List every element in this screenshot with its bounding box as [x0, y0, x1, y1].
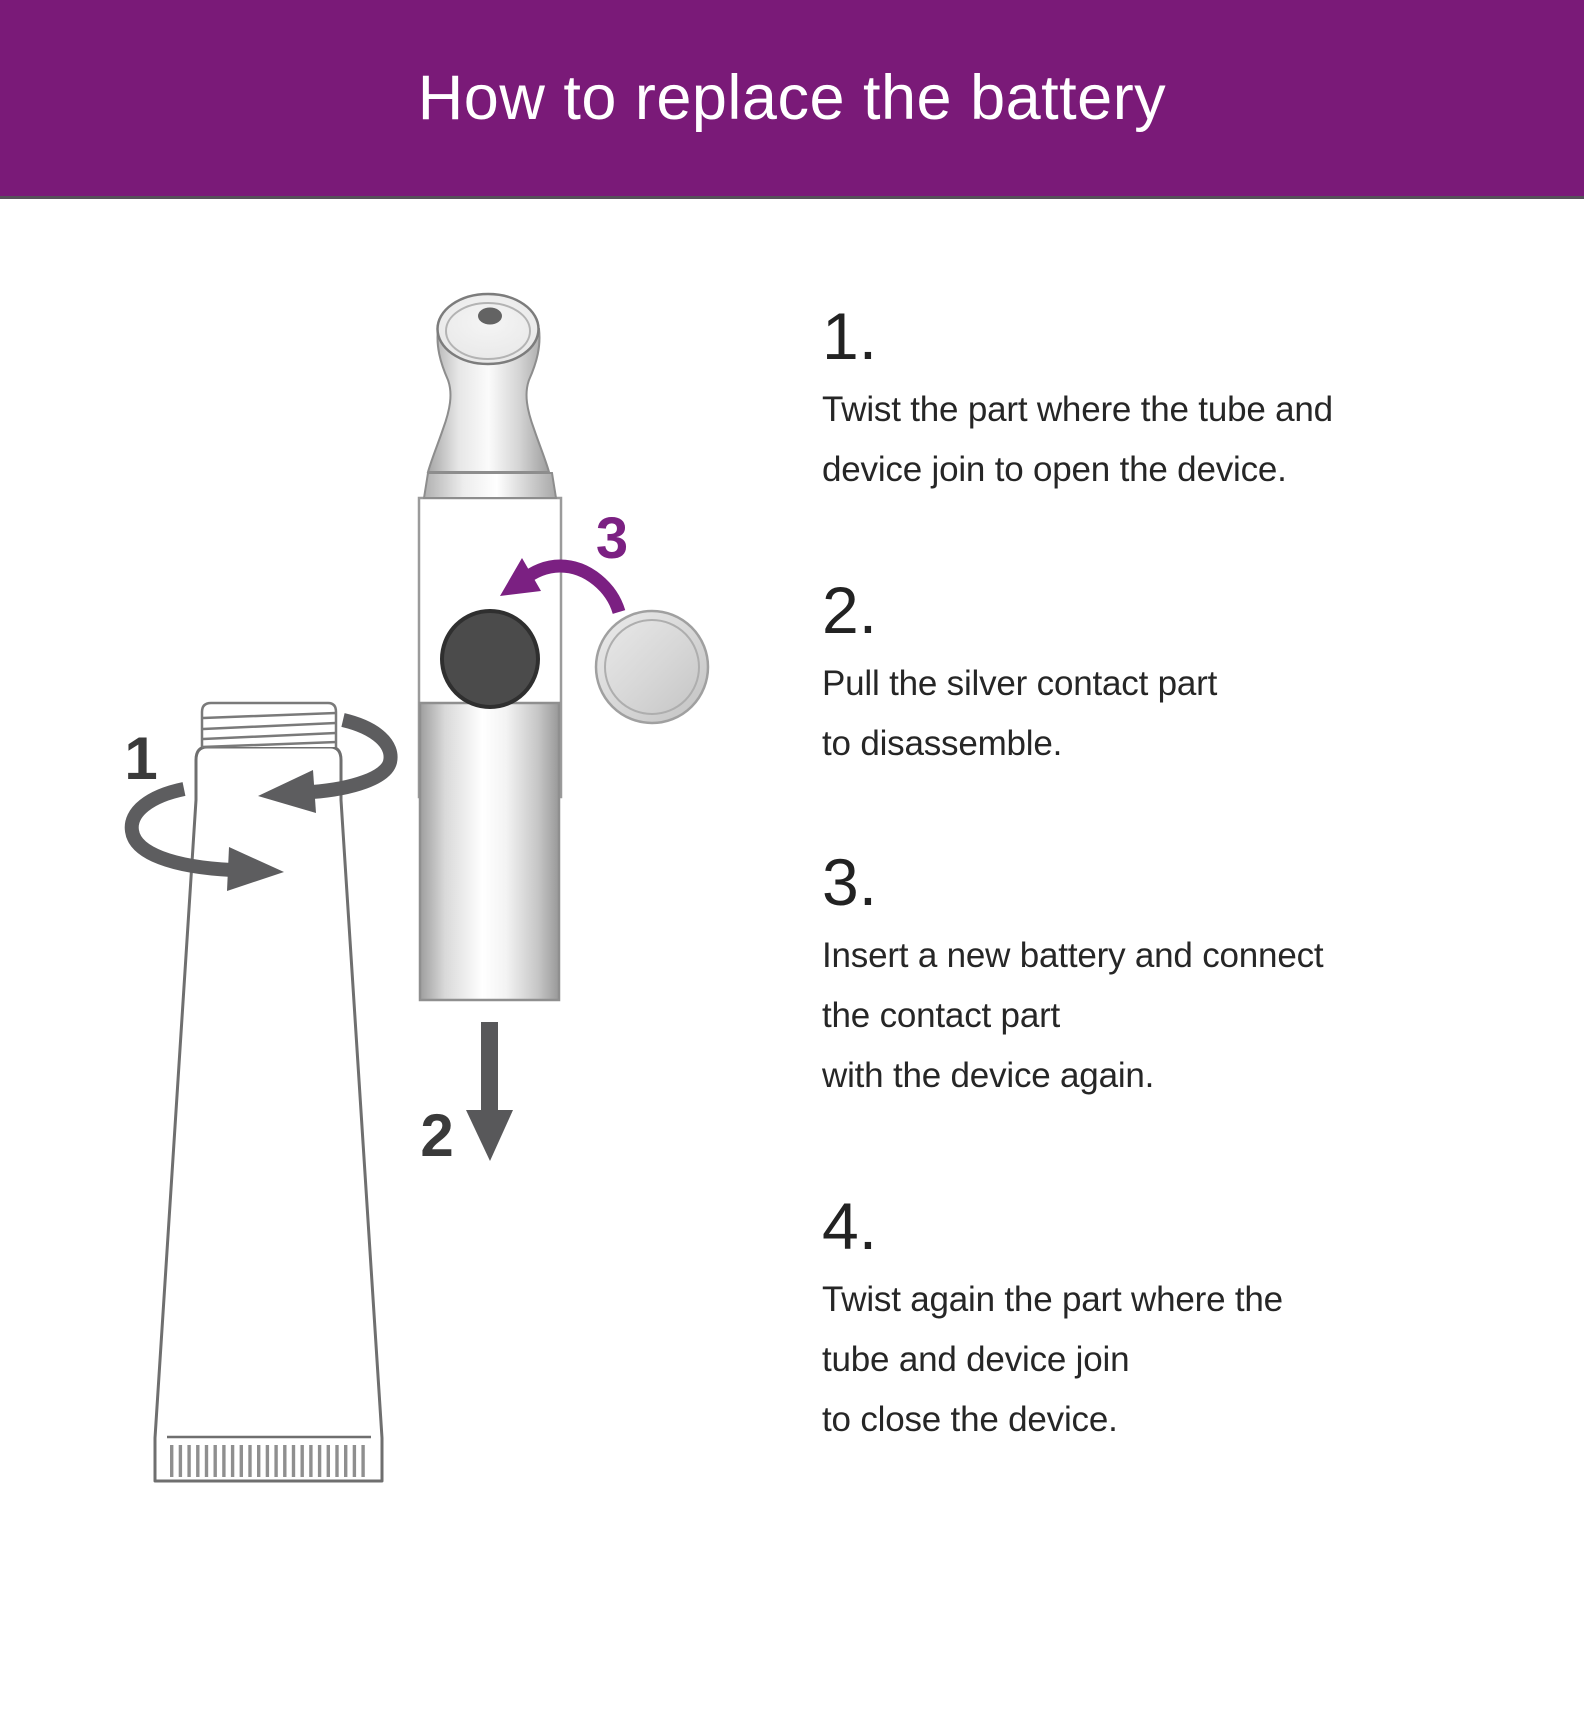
step-4-text-line: tube and device join [822, 1340, 1130, 1379]
step-1 [822, 299, 1442, 500]
step-2-text-line: Pull the silver contact part [822, 664, 1218, 703]
diagram-step2-label: 2 [420, 1102, 454, 1169]
step-2 [822, 573, 1442, 774]
device-nozzle-top [438, 294, 539, 364]
step-1-text-line: Twist the part where the tube and [822, 390, 1333, 429]
step-4-text-line: Twist again the part where the [822, 1280, 1283, 1319]
step-3-text-line: Insert a new battery and connect [822, 936, 1324, 975]
pull-down-arrow-icon [466, 1022, 513, 1161]
battery-icon [442, 611, 538, 707]
device-inner-cylinder [420, 703, 559, 1000]
step-4-text-line: to close the device. [822, 1400, 1118, 1439]
step-3 [822, 845, 1442, 1106]
diagram-step1-label: 1 [124, 725, 158, 792]
step-2-text-line: to disassemble. [822, 724, 1063, 763]
step-3-text-line: with the device again. [822, 1056, 1155, 1095]
device-nozzle-hole [478, 308, 502, 325]
tube-body [155, 747, 382, 1481]
diagram-step3-label: 3 [595, 506, 629, 571]
device-collar [424, 473, 556, 498]
coin-battery-icon [596, 611, 708, 723]
step-3-text-line: the contact part [822, 996, 1061, 1035]
page-title: How to replace the battery [417, 63, 1167, 133]
tube-crimp-hatch [170, 1445, 370, 1477]
tube-illustration [155, 703, 382, 1481]
step-1-number: 1. [822, 299, 878, 373]
step-4-number: 4. [822, 1189, 878, 1263]
step-4 [822, 1189, 1442, 1450]
step-1-text-line: device join to open the device. [822, 450, 1287, 489]
step-3-number: 3. [822, 845, 878, 919]
step-2-number: 2. [822, 573, 878, 647]
